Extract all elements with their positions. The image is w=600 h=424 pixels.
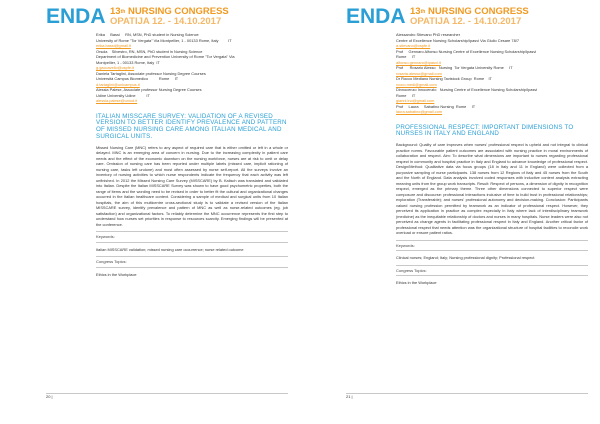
author-line: Università Campus Biomedico Rome IT bbox=[96, 76, 179, 81]
page-footer bbox=[346, 393, 588, 402]
topics-text: Ethics in the Workplace bbox=[96, 271, 137, 277]
author-line: Rome IT bbox=[396, 92, 416, 98]
author-line: Prof Rosario Alesso Nursing Tor Vergata University Rome IT bbox=[396, 65, 513, 70]
author-email-link[interactable]: alessia.palese@uniud.it bbox=[96, 98, 138, 103]
topics-box bbox=[396, 265, 588, 277]
author-email-link[interactable]: a.stievano@ospfe.it bbox=[396, 43, 431, 48]
abstract-title: ITALIAN MISSCARE SURVEY: VALIDATION OF A REVISED VERSION TO BETTER IDENTIFY PREVALENCE AND PATTERN OF MISSED NURSING CARE AMONG ITALIAN MEDICAL AND SURGICAL UNITS. bbox=[96, 112, 287, 140]
author-email-link[interactable]: gianni.ino@gmail.com bbox=[396, 98, 435, 103]
author-line: Orsola Silvestro, RN, MSN, PhD student in Nursing Science bbox=[96, 48, 203, 54]
author-line: Dr Rocco Mediano Nursing Tavistock Group Rome IT bbox=[396, 76, 492, 81]
keywords-box bbox=[396, 240, 588, 252]
abstract-body: Missed Nursing Care (MNC) refers to any aspect of required care that is either omitted or left in a whole or delayed. MNC is an emerging area of concern in nursing. Due to the increasing complexity in patient care needs and the effect of the economic downturn on the nursing workforce, nurses are at risk to omit or delay care. Omission of nursing care has been reported under multiple labels (missed care, implicit rationing of nursing care, tasks left undone) and most often assessed by nurse self-report. All the surveys involve an inventory of nursing activities to which nurse respondents indicate the frequency that each activity was left unfinished. In 2012 the Missed Nursing Care Survey (MISSCARE) by B. Kalisch was translated and validated into Italian. Despite the Italian MISSCARE Survey was shown to have good psychometric properties, both the range of items and the wording need to be revised in order to better fit the cultural and organizational changes occurred in the Italian healthcare context. Considering a sample of medical and surgical units from 10 Italian hospitals, the aim of this multicentre cross-sectional study is to validate a revised version of the Italian MISSCARE survey, identify prevalence and pattern of MNC as well as nurse-related outcomes (eg. job satisfaction) and organizational factors. To reliably determine the MNC occurrence represents the first step to understand how nurses set priorities in response to resources scarcity. Emerging findings will be presented at the conference. bbox=[96, 144, 288, 227]
topics-box bbox=[96, 256, 288, 268]
author-line: Department of Biomedicine and Prevention University of Rome "Tor Vergata" Via bbox=[96, 54, 235, 59]
topics-heading: Congress Topics: bbox=[396, 267, 427, 273]
author-line: University of Rome "Tor Vergata" Via Montpellier, 1 - 00133 Rome, Italy IT bbox=[96, 37, 232, 43]
author-line: Montpellier, 1 - 00133 Rome, Italy IT bbox=[96, 59, 160, 65]
author-line: Centre of Excellence Nursing Scholarship/Ipasvi Via Giulio Cesare 78/7 bbox=[396, 37, 519, 43]
congress-title: 13th NURSING CONGRESS bbox=[110, 6, 229, 17]
author-line: Alessandro Stievano PhD researcher bbox=[396, 32, 461, 37]
enda-logo: ENDA bbox=[46, 5, 106, 28]
keywords-text: Clinical nurses; England; Italy; Nursing professional dignity; Professional respect bbox=[396, 255, 535, 261]
keywords-heading: Keywords: bbox=[96, 234, 115, 240]
topics-text: Ethics in the Workplace bbox=[396, 280, 437, 286]
author-email-link[interactable]: erika.bassi@gmail.it bbox=[96, 43, 131, 48]
left-content bbox=[96, 32, 288, 277]
congress-dates: OPATIJA 12. - 14.10.2017 bbox=[110, 16, 222, 27]
page-number: 20 | bbox=[46, 394, 53, 399]
author-line: Prof Gennaro Alfonso Nursing Centre of Excellence Nursing Scholarship/Ipasvi bbox=[396, 48, 537, 54]
author-line: Alessia Palese, Associate professor Nursing Degree Courses bbox=[96, 87, 202, 92]
author-line: Dinnocenzo Innocenzio Nursing Centre of Excellence Nursing Scholarship/Ipasvi bbox=[396, 87, 538, 92]
author-line: Daniela Tartaglini, Associate professor Nursing Degree Courses bbox=[96, 70, 206, 76]
author-line: Prof Laura Sabatino Nursing Rome IT bbox=[396, 103, 476, 109]
abstract-body: Background: Quality of care improves when nurses' professional respect is upheld and not integral to clinical practice norms. Favourable patient outcomes are associated with nursing practice in moral environments of collaboration and respect. Aim: To describe what dimensions are important to nurses regarding professional respect in community and hospital practice in Italy and England to advance knowledge of professional respect. Design/Method: Qualitative data via focus groups (18 in Italy and 11 in England) were collected from a purposive sampling of nurse participants. 138 nurses from 12 Regions of Italy and 45 nurses from the South and the North of England. Data analysis involved coded responses with inductive content analysis extracting meaning units from the group work transcripts. Result: Respect of persons, a dimension of dignity in recognition respect, emerged as the primary theme. Three other dimensions connected to superior respect were composure and discourse: professional interactions inclusive of time to build trust in professional relationships; exploration (Transferable); and nurses' professional autonomy and decision-making. Conclusion: Participants valued nursing profession permitted by teamwork as an indicator of professional respect. However, they perceived its application in practice as complex especially in Italy where lack of interdisciplinary teamwork (medicine) as the inequitable relationship of doctors and nurses in many hospitals. Nurse leaders were also not perceived as change agents in facilitating professional respect in Italy and England. Another critical factor of professional respect that needs attention was the organizational structure of hospital facilities to reconcile work overload or ensure patient ratios. bbox=[396, 142, 588, 236]
author-email-link[interactable]: rosaria.alesso@gmail.com bbox=[396, 70, 442, 76]
page-footer bbox=[46, 393, 288, 402]
author-email-link[interactable]: laura.sabatino@gmail.com bbox=[396, 109, 443, 114]
author-email-link[interactable]: d.tartaglini@unicampus.it bbox=[96, 81, 140, 87]
author-email-link[interactable]: rocco.medi@gmail.com bbox=[396, 81, 437, 87]
author-email-link[interactable]: g.gaccavello@ospfe.it bbox=[96, 65, 135, 70]
congress-dates: OPATIJA 12. - 14.10.2017 bbox=[410, 16, 522, 27]
right-page bbox=[300, 0, 600, 424]
author-line: Erika Bassi RN, MSN, PhD student in Nursing Science bbox=[96, 32, 199, 37]
topics-heading: Congress Topics: bbox=[96, 259, 127, 265]
abstract-title: PROFESSIONAL RESPECT: IMPORTANT DIMENSIONS TO NURSES IN ITALY AND ENGLAND bbox=[396, 123, 574, 138]
author-email-link[interactable]: alfonso.gennaro@ipasvi.it bbox=[396, 59, 441, 65]
page-number: 21 | bbox=[346, 394, 353, 399]
congress-title: 13th NURSING CONGRESS bbox=[410, 6, 529, 17]
keywords-heading: Keywords: bbox=[396, 242, 415, 248]
author-line: Rome IT bbox=[396, 54, 416, 59]
keywords-box bbox=[96, 231, 288, 243]
author-line: Udine University Udine IT bbox=[96, 92, 150, 98]
enda-logo: ENDA bbox=[346, 5, 406, 28]
keywords-text: Italian MISSCARE validation; missed nursing care occurrence; nurse related outcome bbox=[96, 246, 244, 252]
right-content bbox=[396, 32, 588, 286]
